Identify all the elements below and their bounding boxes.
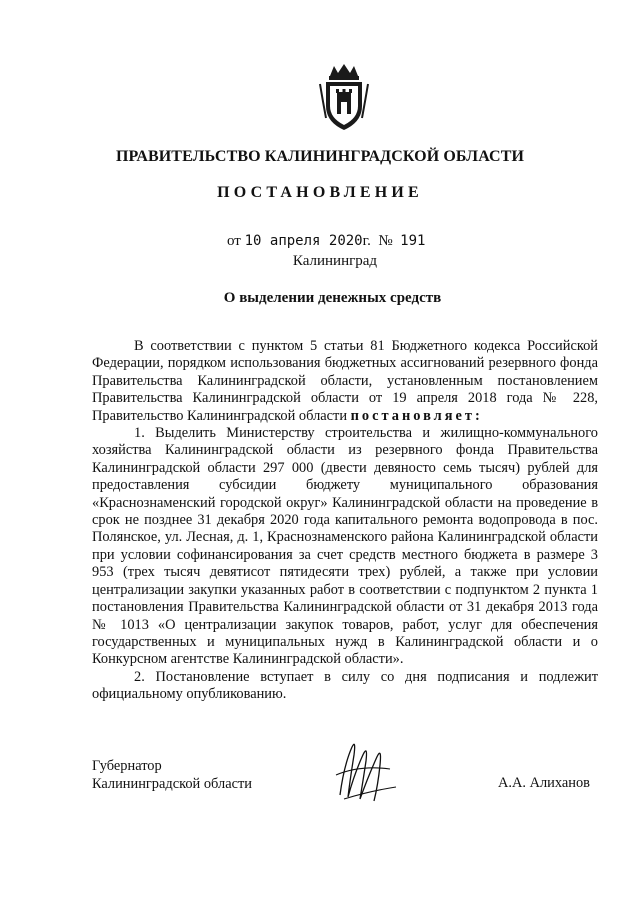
- date-value: 10 апреля 2020: [244, 233, 363, 249]
- paragraph-item-2: 2. Постановление вступает в силу со дня подписания и подлежит официальному опубликованию.: [92, 668, 598, 703]
- paragraph-preamble: [92, 338, 598, 425]
- document-type-heading: ПОСТАНОВЛЕНИЕ: [217, 184, 423, 201]
- handwritten-signature: [330, 735, 405, 805]
- government-title: ПРАВИТЕЛЬСТВО КАЛИНИНГРАДСКОЙ ОБЛАСТИ: [115, 148, 525, 165]
- paragraph-item-1: 1. Выделить Министерству строительства и жилищно-коммунального хозяйства Калининградской области из резервного фонда Правительства Калининградской области 297 000 (двести девяносто семь тысяч) рублей для предоставления субсидии бюджету муниципального образования «Краснознаменский городской округ» Калининградской области на проведение в срок не позднее 31 декабря 2020 года капитального ремонта водопровода в пос. Полянское, ул. Лесная, д. 1, Краснознаменского района Калининградской области при условии софинансирования за счет средств местного бюджета в размере 3 953 (трех тысяч девятисот пятидесяти трех) рублей, а также при условии централизации закупки указанных работ в соответствии с подпунктом 2 пункта 1 постановления Правительства Калининградской области от 31 декабря 2013 года № 1013 «О централизации закупок товаров, работ, услуг для обеспечения государственных и муниципальных нужд в Калининградской области и о Конкурсном агентстве Калининградской области».: [92, 425, 598, 668]
- signatory-name: А.А. Алиханов: [498, 775, 590, 791]
- preamble-text: В соответствии с пунктом 5 статьи 81 Бюджетного кодекса Российской Федерации, порядком использования бюджетных ассигнований резервного фонда Правительства Калининградской области, установленным постановлением Правительства Калининградской области от 19 апреля 2018 года № 228, Правительство Калининградской области: [92, 338, 598, 424]
- document-body: [92, 338, 598, 704]
- document-number: 191: [400, 233, 426, 249]
- position-line-2: Калининградской области: [92, 776, 252, 792]
- city-name: Калининград: [292, 253, 378, 269]
- decree-word: постановляет:: [350, 407, 483, 424]
- year-suffix: г.: [362, 233, 371, 249]
- document-subject: О выделении денежных средств: [223, 290, 442, 306]
- date-prefix: от: [227, 233, 241, 249]
- number-sign: №: [378, 233, 393, 249]
- coat-of-arms-emblem: [318, 62, 370, 132]
- position-line-1: Губернатор: [92, 758, 162, 774]
- signatory-position: [92, 757, 252, 793]
- date-number-line: [227, 233, 425, 250]
